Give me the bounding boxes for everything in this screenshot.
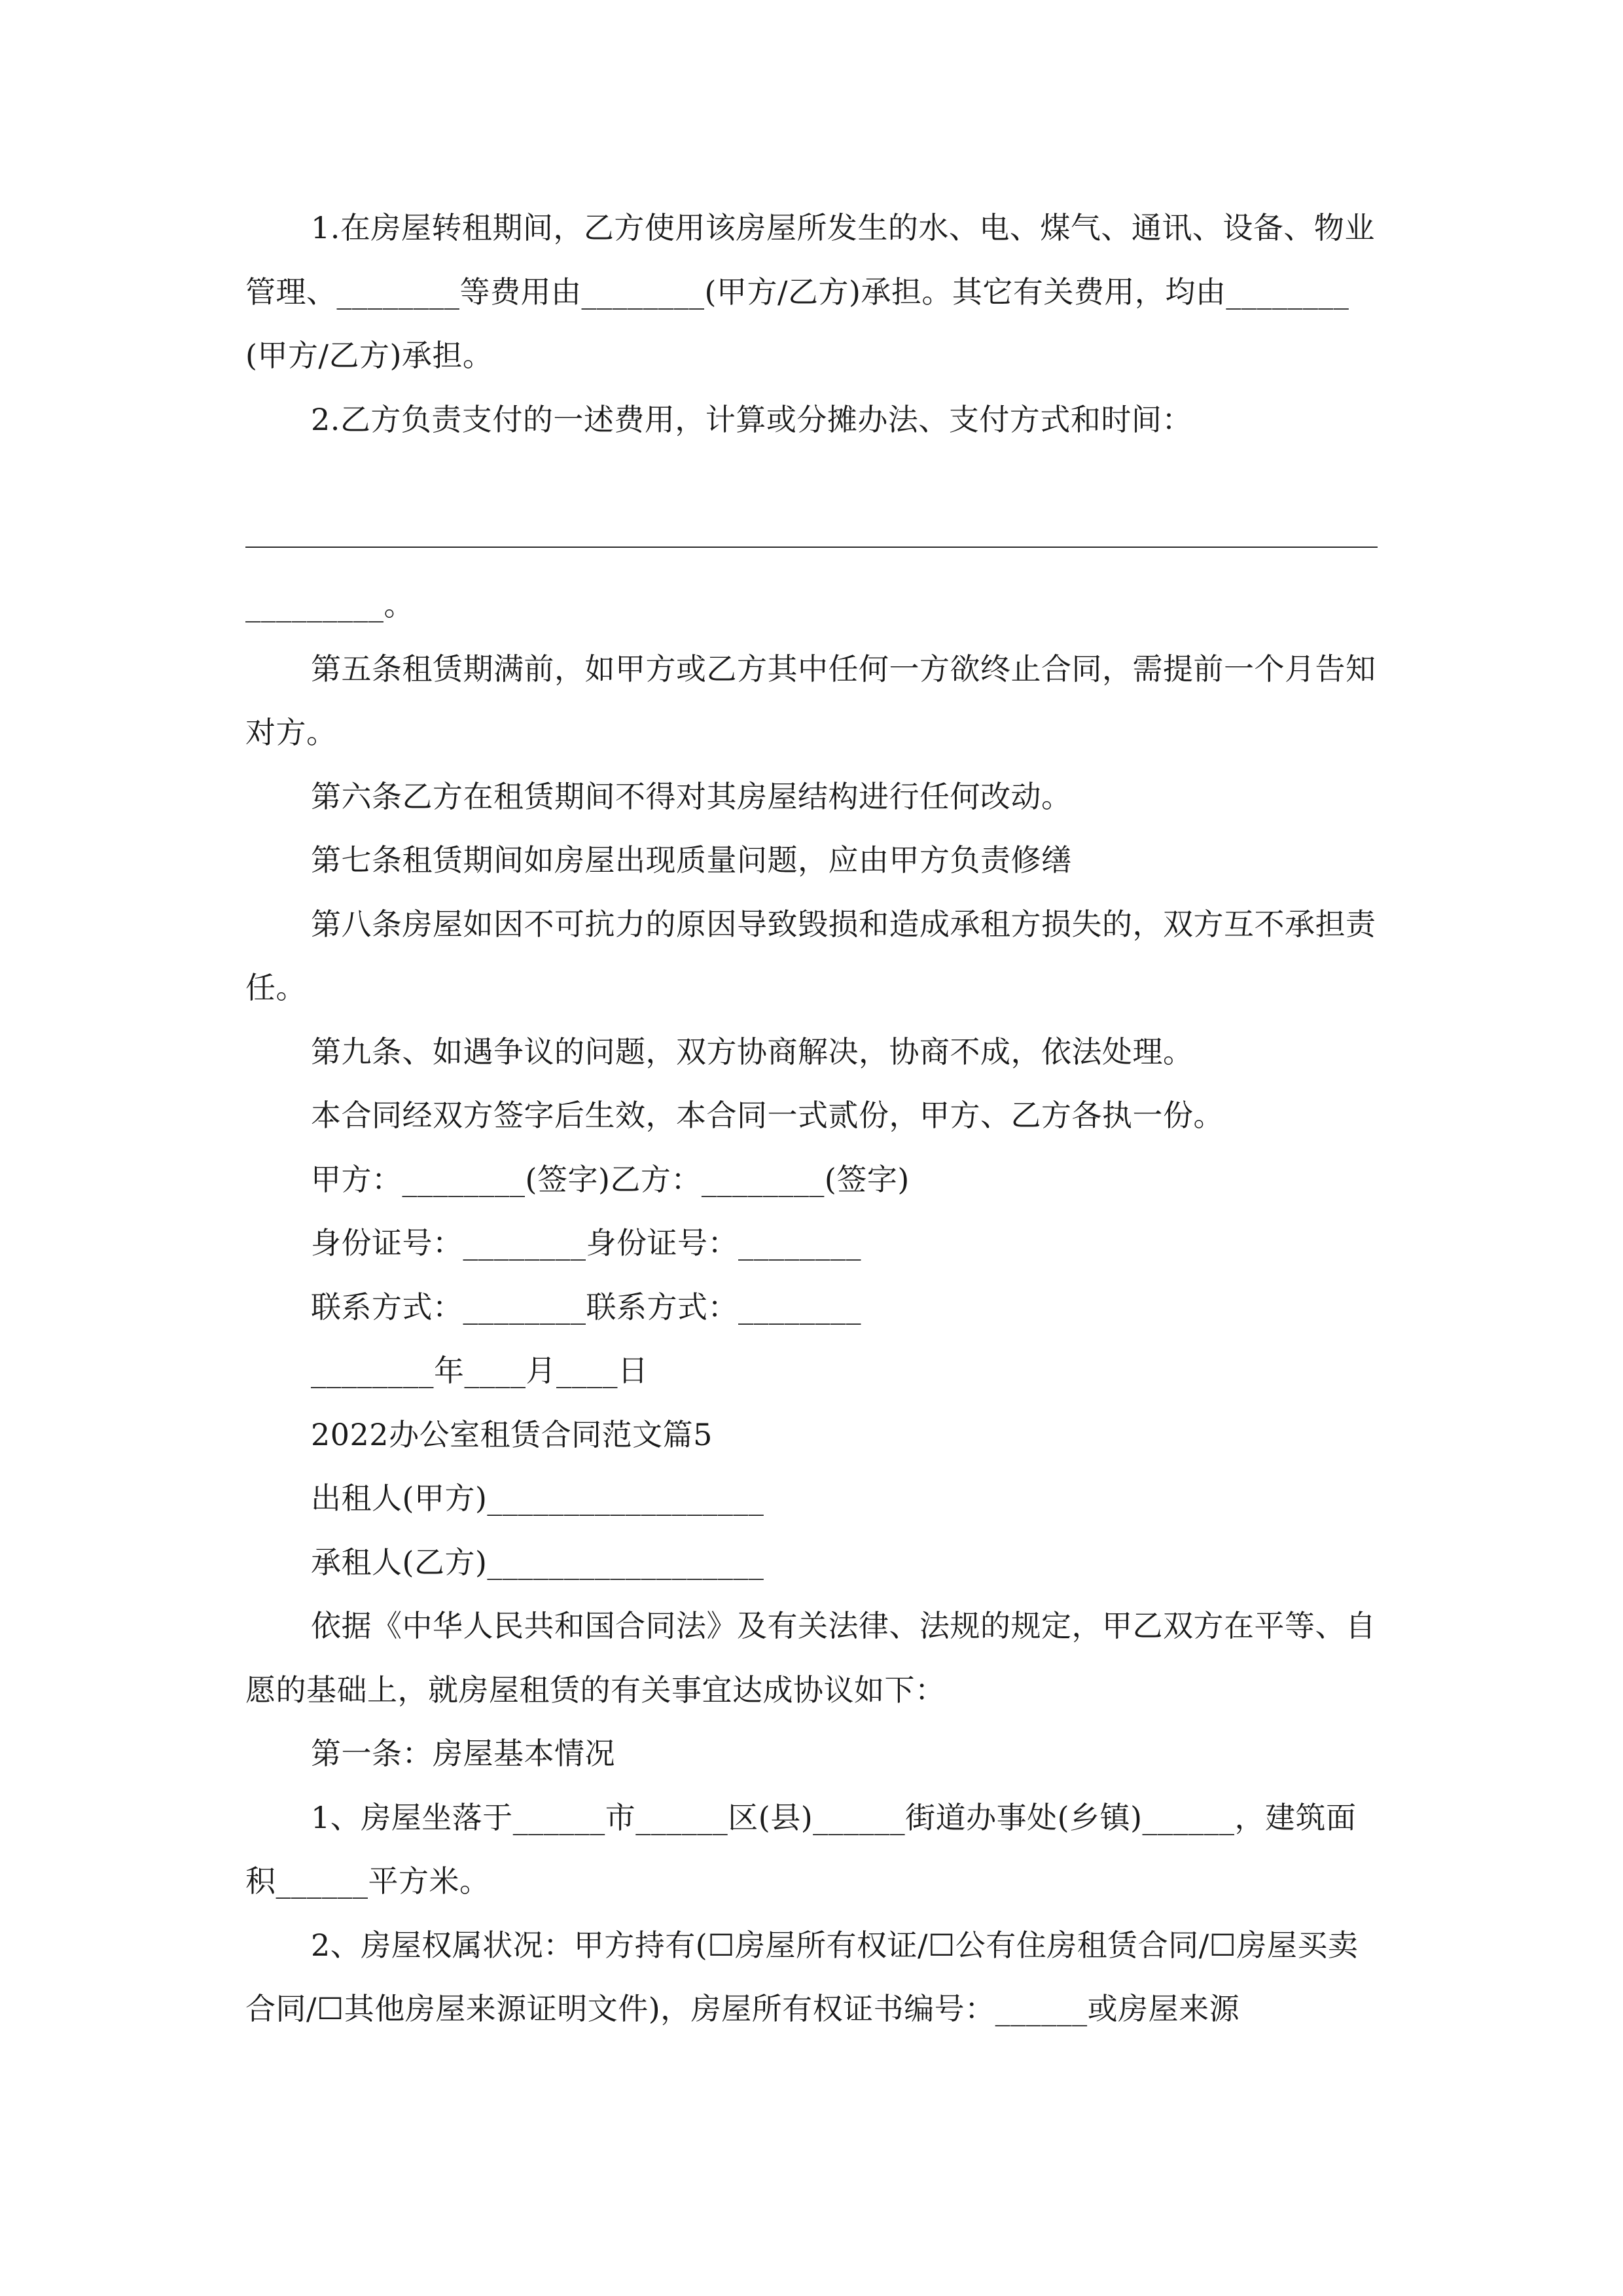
lessee-line: 承租人(乙方)__________________ bbox=[311, 1544, 764, 1580]
clause-9: 第九条、如遇争议的问题，双方协商解决，协商不成，依法处理。 bbox=[311, 1033, 1194, 1069]
document-page bbox=[245, 196, 1378, 2041]
clause-4-item-1: 1.在房屋转租期间，乙方使用该房屋所发生的水、电、煤气、通讯、设备、物业管理、________等费用由________(甲方/乙方)承担。其它有关费用，均由________(甲方/乙方)承担。 bbox=[245, 210, 1375, 373]
section-heading: 2022办公室租赁合同范文篇5 bbox=[311, 1416, 713, 1452]
preamble: 依据《中华人民共和国合同法》及有关法律、法规的规定，甲乙双方在平等、自愿的基础上，就房屋租赁的有关事宜达成协议如下： bbox=[245, 1608, 1376, 1708]
clause-6: 第六条乙方在租赁期间不得对其房屋结构进行任何改动。 bbox=[311, 778, 1072, 814]
lessor-line: 出租人(甲方)__________________ bbox=[311, 1480, 764, 1516]
fill-in-line bbox=[245, 509, 1378, 573]
article-1-item-1: 1、房屋坐落于______市______区(县)______街道办事处(乡镇)______，建筑面积______平方米。 bbox=[245, 1799, 1357, 1899]
blank-space bbox=[245, 452, 1378, 509]
date-line: ________年____月____日 bbox=[311, 1353, 649, 1388]
clause-8: 第八条房屋如因不可抗力的原因导致毁损和造成承租方损失的，双方互不承担责任。 bbox=[245, 906, 1376, 1005]
effective-clause: 本合同经双方签字后生效，本合同一式贰份，甲方、乙方各执一份。 bbox=[311, 1098, 1224, 1133]
clause-4-item-2: 2.乙方负责支付的一述费用，计算或分摊办法、支付方式和时间： bbox=[311, 401, 1192, 437]
fill-in-blank: _________。 bbox=[245, 587, 414, 622]
id-number-line: 身份证号：________身份证号：________ bbox=[311, 1225, 861, 1261]
signature-line: 甲方：________(签字)乙方：________(签字) bbox=[311, 1161, 910, 1197]
contact-line: 联系方式：________联系方式：________ bbox=[311, 1289, 861, 1325]
clause-5: 第五条租赁期满前，如甲方或乙方其中任何一方欲终止合同，需提前一个月告知对方。 bbox=[245, 651, 1376, 750]
article-1-item-2: 2、房屋权属状况：甲方持有(☐房屋所有权证/☐公有住房租赁合同/☐房屋买卖合同/☐其他房屋来源证明文件)，房屋所有权证书编号：______或房屋来源 bbox=[245, 1927, 1359, 2026]
clause-7: 第七条租赁期间如房屋出现质量问题，应由甲方负责修缮 bbox=[311, 842, 1072, 878]
article-1-heading: 第一条：房屋基本情况 bbox=[311, 1736, 615, 1771]
horizontal-rule bbox=[245, 547, 1378, 548]
